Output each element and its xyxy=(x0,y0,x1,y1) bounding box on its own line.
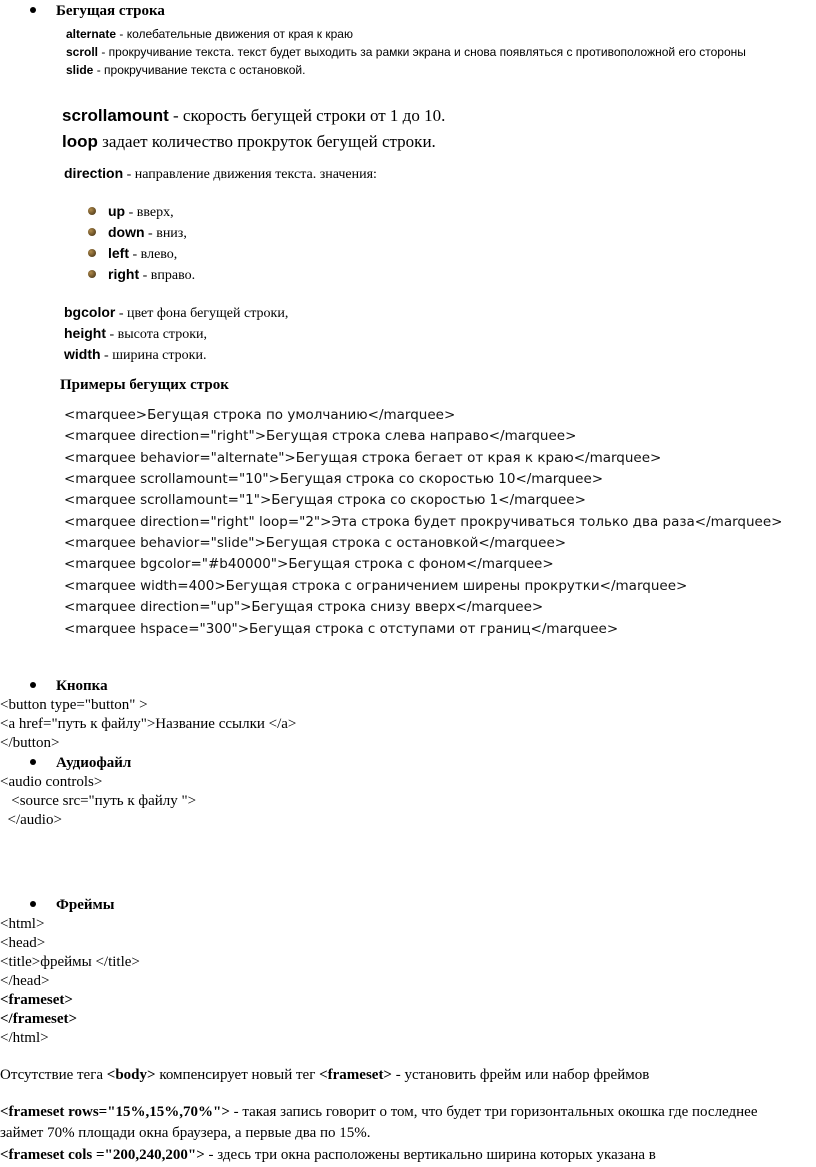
code-line: </html> xyxy=(0,1030,49,1046)
code-line: <title>фреймы </title> xyxy=(0,954,140,970)
behavior-slide: slide - прокручивание текста с остановкой. xyxy=(66,63,306,77)
section-marquee-title: Бегущая строка xyxy=(30,3,165,20)
direction-down: down - вниз, xyxy=(88,224,187,242)
frameset-rows-paragraph: <frameset rows="15%,15%,70%"> - такая запись говорит о том, что будет три горизонтальных окошка где последнее займет 70% площади окна браузера, а первые два по 15%. xyxy=(0,1104,758,1141)
code-line: <a href="путь к файлу">Название ссылки </a> xyxy=(0,716,297,732)
code-line: </button> xyxy=(0,735,60,751)
attr-height: height - высота строки, xyxy=(64,325,208,342)
attr-loop: loop задает количество прокруток бегущей строки. xyxy=(62,132,436,151)
behavior-scroll: scroll - прокручивание текста. текст будет выходить за рамки экрана и снова появляться с противоположной его стороны xyxy=(66,45,746,59)
code-line: </head> xyxy=(0,973,50,989)
direction-up: up - вверх, xyxy=(88,203,174,221)
code-example: <marquee direction="right" loop="2">Эта строка будет прокручиваться только два раза</marquee> xyxy=(64,514,783,530)
attr-bgcolor: bgcolor - цвет фона бегущей строки, xyxy=(64,304,289,321)
bullet-icon xyxy=(30,901,36,907)
behavior-alternate: alternate - колебательные движения от края к краю xyxy=(66,27,353,41)
code-line-bold: </frameset> xyxy=(0,1011,78,1027)
bullet-icon xyxy=(88,228,96,236)
code-example: <marquee bgcolor="#b40000">Бегущая строка с фоном</marquee> xyxy=(64,556,554,572)
code-example: <marquee direction="up">Бегущая строка снизу вверх</marquee> xyxy=(64,599,544,615)
bullet-icon xyxy=(88,207,96,215)
code-line: <source src="путь к файлу "> xyxy=(0,793,197,809)
code-example: <marquee hspace="300">Бегущая строка с отступами от границ</marquee> xyxy=(64,621,619,637)
code-example: <marquee behavior="alternate">Бегущая строка бегает от края к краю</marquee> xyxy=(64,450,662,466)
bullet-icon xyxy=(88,249,96,257)
attr-width: width - ширина строки. xyxy=(64,346,207,363)
bullet-icon xyxy=(30,759,36,765)
direction-right: right - вправо. xyxy=(88,266,195,284)
code-line: <button type="button" > xyxy=(0,697,148,713)
code-line: <audio controls> xyxy=(0,774,103,790)
bullet-icon xyxy=(30,682,36,688)
code-example: <marquee width=400>Бегущая строка с ограничением ширены прокрутки</marquee> xyxy=(64,578,688,594)
bullet-icon xyxy=(30,7,36,13)
code-line: </audio> xyxy=(0,812,62,828)
code-example: <marquee>Бегущая строка по умолчанию</marquee> xyxy=(64,407,456,423)
code-example: <marquee scrollamount="1">Бегущая строка со скоростью 1</marquee> xyxy=(64,492,586,508)
code-line: <head> xyxy=(0,935,46,951)
code-example: <marquee direction="right">Бегущая строка слева направо</marquee> xyxy=(64,428,577,444)
direction-left: left - влево, xyxy=(88,245,177,263)
examples-title: Примеры бегущих строк xyxy=(60,377,229,393)
code-example: <marquee scrollamount="10">Бегущая строка со скоростью 10</marquee> xyxy=(64,471,604,487)
section-frames-title: Фреймы xyxy=(30,897,114,914)
attr-scrollamount: scrollamount - скорость бегущей строки от 1 до 10. xyxy=(62,106,446,125)
code-line-bold: <frameset> xyxy=(0,992,73,1008)
attr-direction: direction - направление движения текста. значения: xyxy=(64,165,377,182)
section-audio-title: Аудиофайл xyxy=(30,755,131,772)
bullet-icon xyxy=(88,270,96,278)
code-line: <html> xyxy=(0,916,45,932)
section-button-title: Кнопка xyxy=(30,678,108,695)
frameset-cols-paragraph: <frameset cols ="200,240,200"> - здесь три окна расположены вертикально ширина которых указана в xyxy=(0,1147,656,1163)
code-example: <marquee behavior="slide">Бегущая строка с остановкой</marquee> xyxy=(64,535,567,551)
frameset-note: Отсутствие тега <body> компенсирует новый тег <frameset> - установить фрейм или набор фреймов xyxy=(0,1067,650,1083)
